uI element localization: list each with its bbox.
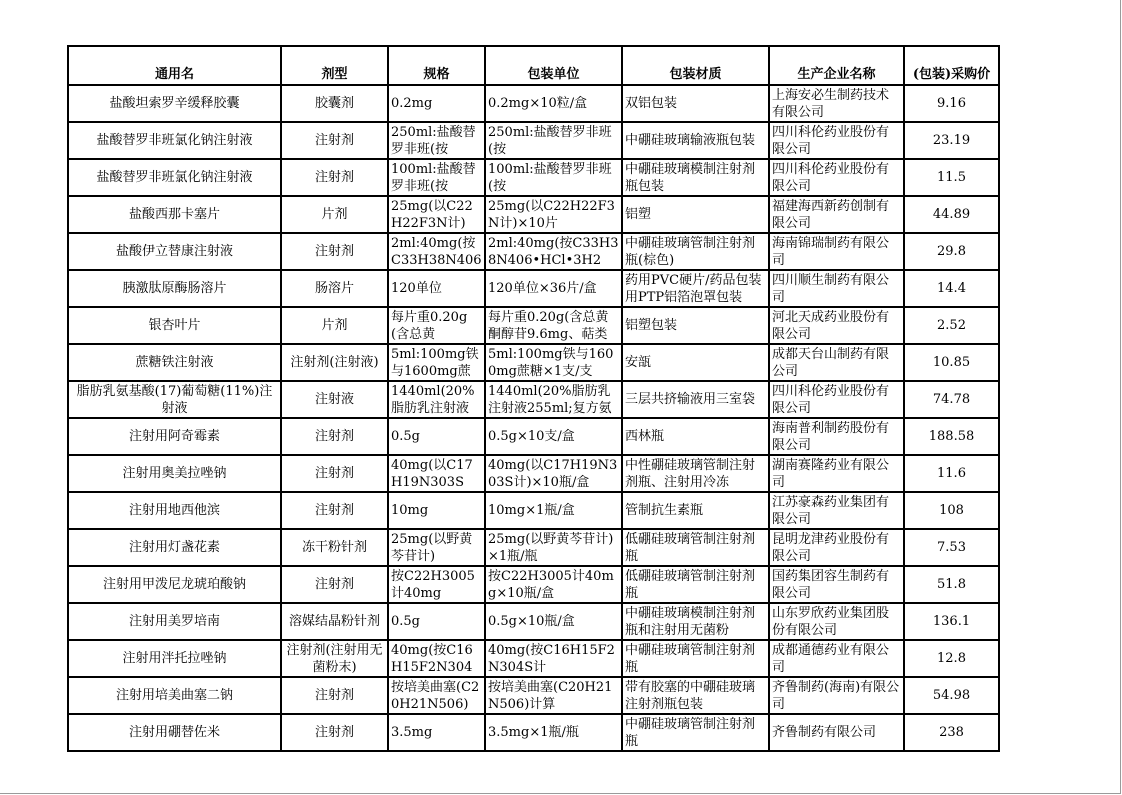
cell-manufacturer-text: 上海安必生制药技术有限公司 — [772, 87, 890, 120]
cell-unit-text: 0.5g×10瓶/盒 — [488, 614, 575, 629]
cell-name — [68, 307, 281, 344]
cell-material-text: 双铝包装 — [625, 96, 678, 111]
cell-form-text: 溶媒结晶粉针剂 — [288, 614, 380, 629]
cell-spec-text: 25mg(以野黄芩苷计) — [391, 531, 473, 564]
cell-manufacturer-text: 成都通德药业有限公司 — [772, 642, 890, 675]
cell-price-text: 23.19 — [932, 133, 971, 148]
cell-price — [904, 455, 999, 492]
cell-spec-text: 1440ml(20%脂肪乳注射液 — [391, 383, 475, 416]
cell-price-text: 108 — [939, 503, 964, 518]
cell-spec — [388, 529, 485, 566]
table-row — [68, 455, 999, 492]
cell-manufacturer-text: 四川顺生制药有限公司 — [772, 272, 890, 305]
table-row — [68, 344, 999, 381]
cell-unit-text: 40mg(按C16H15F2N304S计 — [488, 642, 615, 675]
table-row — [68, 603, 999, 640]
cell-form-text: 注射剂 — [314, 429, 354, 444]
cell-material — [622, 270, 769, 307]
cell-price-text: 238 — [939, 725, 964, 740]
cell-material — [622, 566, 769, 603]
cell-unit-text: 每片重0.20g(含总黄酮醇苷9.6mg、萜类 — [488, 309, 609, 342]
cell-spec-text: 2ml:40mg(按C33H38N406 — [391, 235, 482, 268]
cell-form-text: 胶囊剂 — [314, 96, 354, 111]
cell-unit — [485, 418, 622, 455]
cell-spec — [388, 344, 485, 381]
table-row — [68, 418, 999, 455]
cell-unit-text: 40mg(以C17H19N303S计)×10瓶/盒 — [488, 457, 618, 490]
cell-unit — [485, 455, 622, 492]
cell-price — [904, 344, 999, 381]
cell-form — [281, 640, 388, 677]
cell-unit-text: 25mg(以野黄芩苷计)×1瓶/瓶 — [488, 531, 614, 564]
cell-unit — [485, 529, 622, 566]
cell-name — [68, 455, 281, 492]
cell-spec — [388, 381, 485, 418]
cell-material — [622, 196, 769, 233]
cell-price — [904, 640, 999, 677]
cell-price-text: 2.52 — [937, 318, 966, 333]
cell-price — [904, 381, 999, 418]
cell-material — [622, 677, 769, 714]
cell-form — [281, 85, 388, 122]
cell-unit — [485, 603, 622, 640]
cell-form-text: 片剂 — [321, 318, 348, 333]
cell-name — [68, 566, 281, 603]
cell-form-text: 注射剂 — [314, 170, 354, 185]
cell-name — [68, 159, 281, 196]
cell-price-text: 14.4 — [937, 281, 966, 296]
cell-name — [68, 344, 281, 381]
cell-material-text: 中性硼硅玻璃管制注射剂瓶、注射用冷冻 — [625, 457, 756, 490]
cell-price — [904, 566, 999, 603]
cell-form — [281, 381, 388, 418]
cell-manufacturer — [769, 344, 904, 381]
cell-manufacturer — [769, 159, 904, 196]
cell-name — [68, 122, 281, 159]
cell-name-text: 注射用灯盏花素 — [128, 540, 220, 555]
cell-manufacturer-text: 国药集团容生制药有限公司 — [772, 568, 890, 601]
cell-spec — [388, 85, 485, 122]
cell-manufacturer-text: 河北天成药业股份有限公司 — [772, 309, 890, 342]
cell-form — [281, 344, 388, 381]
cell-material — [622, 122, 769, 159]
cell-manufacturer — [769, 122, 904, 159]
cell-price — [904, 529, 999, 566]
cell-spec-text: 120单位 — [391, 281, 442, 296]
cell-name-text: 盐酸替罗非班氯化钠注射液 — [96, 133, 253, 148]
cell-spec — [388, 418, 485, 455]
cell-manufacturer — [769, 603, 904, 640]
cell-form-text: 注射剂 — [314, 466, 354, 481]
cell-name — [68, 418, 281, 455]
cell-material-text: 安瓿 — [625, 355, 652, 370]
cell-unit-text: 0.2mg×10粒/盒 — [488, 96, 588, 111]
cell-manufacturer-text: 四川科伦药业股份有限公司 — [772, 161, 890, 194]
cell-spec — [388, 492, 485, 529]
cell-spec — [388, 714, 485, 751]
cell-name-text: 注射用奥美拉唑钠 — [122, 466, 227, 481]
cell-unit — [485, 714, 622, 751]
cell-manufacturer — [769, 714, 904, 751]
cell-price — [904, 270, 999, 307]
cell-name-text: 银杏叶片 — [148, 318, 201, 333]
cell-manufacturer-text: 成都天台山制药有限公司 — [772, 346, 890, 379]
cell-manufacturer — [769, 85, 904, 122]
cell-manufacturer — [769, 677, 904, 714]
header-spec: 规格 — [388, 46, 485, 85]
cell-form-text: 注射剂(注射用无菌粉末) — [286, 642, 383, 675]
cell-price-text: 29.8 — [937, 244, 966, 259]
cell-name — [68, 270, 281, 307]
cell-name-text: 盐酸西那卡塞片 — [128, 207, 220, 222]
cell-material-text: 药用PVC硬片/药品包装用PTP铝箔泡罩包装 — [625, 272, 762, 305]
cell-unit-text: 按培美曲塞(C20H21N506)计算 — [488, 679, 613, 712]
cell-form — [281, 492, 388, 529]
cell-manufacturer-text: 四川科伦药业股份有限公司 — [772, 383, 890, 416]
cell-form-text: 注射剂 — [314, 688, 354, 703]
cell-name — [68, 381, 281, 418]
cell-unit-text: 0.5g×10支/盒 — [488, 429, 575, 444]
cell-material-text: 低硼硅玻璃管制注射剂瓶 — [625, 568, 756, 601]
cell-unit-text: 2ml:40mg(按C33H38N406•HCl•3H2 — [488, 235, 619, 268]
cell-manufacturer — [769, 418, 904, 455]
cell-spec — [388, 566, 485, 603]
cell-name-text: 注射用甲泼尼龙琥珀酸钠 — [102, 577, 246, 592]
cell-price-text: 10.85 — [932, 355, 971, 370]
table-row — [68, 381, 999, 418]
cell-spec-text: 250ml:盐酸替罗非班(按 — [391, 124, 476, 157]
cell-unit-text: 25mg(以C22H22F3N计)×10片 — [488, 198, 615, 231]
cell-price-text: 44.89 — [932, 207, 971, 222]
cell-spec-text: 5ml:100mg铁与1600mg蔗 — [391, 346, 479, 379]
header-material: 包装材质 — [622, 46, 769, 85]
cell-unit-text: 250ml:盐酸替罗非班(按 — [488, 124, 612, 157]
cell-unit — [485, 492, 622, 529]
cell-price-text: 12.8 — [937, 651, 966, 666]
cell-price — [904, 677, 999, 714]
cell-material-text: 中硼硅玻璃模制注射剂瓶和注射用无菌粉 — [625, 605, 756, 638]
table-row — [68, 566, 999, 603]
cell-material-text: 中硼硅玻璃管制注射剂瓶 — [625, 642, 756, 675]
cell-name — [68, 492, 281, 529]
cell-spec — [388, 196, 485, 233]
cell-name — [68, 640, 281, 677]
cell-material — [622, 492, 769, 529]
cell-material — [622, 640, 769, 677]
cell-manufacturer-text: 海南锦瑞制药有限公司 — [772, 235, 890, 268]
cell-form-text: 注射剂 — [314, 244, 354, 259]
cell-price-text: 54.98 — [932, 688, 971, 703]
cell-material-text: 中硼硅玻璃管制注射剂瓶(棕色) — [625, 235, 756, 268]
table-row — [68, 196, 999, 233]
cell-name-text: 注射用阿奇霉素 — [128, 429, 220, 444]
cell-manufacturer — [769, 381, 904, 418]
cell-manufacturer — [769, 492, 904, 529]
cell-form — [281, 270, 388, 307]
cell-unit-text: 100ml:盐酸替罗非班(按 — [488, 161, 612, 194]
cell-manufacturer-text: 福建海西新药创制有限公司 — [772, 198, 890, 231]
cell-price — [904, 418, 999, 455]
cell-price — [904, 122, 999, 159]
cell-price — [904, 159, 999, 196]
cell-material — [622, 85, 769, 122]
cell-spec — [388, 233, 485, 270]
cell-form-text: 注射剂 — [314, 133, 354, 148]
cell-spec — [388, 677, 485, 714]
cell-price — [904, 603, 999, 640]
cell-name-text: 注射用硼替佐米 — [128, 725, 220, 740]
cell-name — [68, 714, 281, 751]
cell-price — [904, 233, 999, 270]
cell-unit-text: 5ml:100mg铁与1600mg蔗糖×1支/支 — [488, 346, 614, 379]
cell-name-text: 蔗糖铁注射液 — [135, 355, 214, 370]
cell-name-text: 盐酸坦索罗辛缓释胶囊 — [109, 96, 240, 111]
cell-spec — [388, 159, 485, 196]
cell-unit — [485, 270, 622, 307]
cell-form-text: 注射液 — [314, 392, 354, 407]
cell-manufacturer — [769, 196, 904, 233]
cell-manufacturer-text: 江苏豪森药业集团有限公司 — [772, 494, 890, 527]
cell-manufacturer-text: 海南普利制药股份有限公司 — [772, 420, 890, 453]
cell-spec-text: 100ml:盐酸替罗非班(按 — [391, 161, 476, 194]
cell-material-text: 铝塑包装 — [625, 318, 678, 333]
cell-form — [281, 603, 388, 640]
cell-material — [622, 455, 769, 492]
cell-form — [281, 418, 388, 455]
cell-name-text: 注射用地西他滨 — [128, 503, 220, 518]
cell-material-text: 中硼硅玻璃输液瓶包装 — [625, 133, 756, 148]
cell-spec — [388, 603, 485, 640]
cell-spec-text: 0.5g — [391, 429, 420, 444]
cell-spec-text: 0.2mg — [391, 96, 433, 111]
cell-material — [622, 529, 769, 566]
cell-unit — [485, 196, 622, 233]
cell-unit — [485, 344, 622, 381]
cell-manufacturer — [769, 640, 904, 677]
cell-spec-text: 40mg(以C17H19N303S — [391, 457, 473, 490]
cell-unit-text: 按C22H3005计40mg×10瓶/盒 — [488, 568, 614, 601]
cell-spec-text: 10mg — [391, 503, 429, 518]
cell-material — [622, 344, 769, 381]
cell-material-text: 铝塑 — [625, 207, 652, 222]
cell-spec-text: 40mg(按C16H15F2N304 — [391, 642, 473, 675]
cell-spec — [388, 270, 485, 307]
cell-unit — [485, 233, 622, 270]
cell-form-text: 注射剂(注射液) — [290, 355, 379, 370]
table-row — [68, 85, 999, 122]
cell-spec-text: 0.5g — [391, 614, 420, 629]
cell-form-text: 肠溶片 — [314, 281, 354, 296]
header-name: 通用名 — [68, 46, 281, 85]
cell-price — [904, 196, 999, 233]
cell-price-text: 74.78 — [932, 392, 971, 407]
cell-spec-text: 25mg(以C22H22F3N计) — [391, 198, 473, 231]
cell-price-text: 11.5 — [937, 170, 966, 185]
cell-form-text: 注射剂 — [314, 725, 354, 740]
cell-material-text: 中硼硅玻璃模制注射剂瓶包装 — [625, 161, 756, 194]
cell-unit-text: 1440ml(20%脂肪乳注射液255ml;复方氨 — [488, 383, 612, 416]
cell-material-text: 带有胶塞的中硼硅玻璃注射剂瓶包装 — [625, 679, 756, 712]
cell-price-text: 188.58 — [928, 429, 975, 444]
cell-unit-text: 3.5mg×1瓶/瓶 — [488, 725, 579, 740]
cell-material-text: 低硼硅玻璃管制注射剂瓶 — [625, 531, 756, 564]
cell-unit — [485, 122, 622, 159]
cell-price-text: 11.6 — [937, 466, 966, 481]
table-row — [68, 159, 999, 196]
cell-material — [622, 381, 769, 418]
table-row — [68, 233, 999, 270]
cell-spec-text: 每片重0.20g(含总黄 — [391, 309, 468, 342]
cell-manufacturer-text: 湖南赛隆药业有限公司 — [772, 457, 890, 490]
cell-manufacturer-text: 山东罗欣药业集团股份有限公司 — [772, 605, 890, 638]
cell-form — [281, 122, 388, 159]
cell-form — [281, 455, 388, 492]
cell-manufacturer — [769, 566, 904, 603]
cell-name-text: 注射用美罗培南 — [128, 614, 220, 629]
cell-material-text: 西林瓶 — [625, 429, 665, 444]
cell-unit — [485, 85, 622, 122]
cell-price — [904, 307, 999, 344]
header-row — [68, 46, 999, 85]
cell-unit — [485, 159, 622, 196]
cell-unit — [485, 566, 622, 603]
cell-name — [68, 529, 281, 566]
cell-manufacturer-text: 四川科伦药业股份有限公司 — [772, 124, 890, 157]
cell-price-text: 136.1 — [932, 614, 971, 629]
cell-unit-text: 10mg×1瓶/盒 — [488, 503, 575, 518]
cell-form-text: 冻干粉针剂 — [301, 540, 367, 555]
cell-material-text: 管制抗生素瓶 — [625, 503, 704, 518]
cell-name-text: 注射用泮托拉唑钠 — [122, 651, 227, 666]
cell-manufacturer — [769, 270, 904, 307]
cell-material — [622, 307, 769, 344]
cell-material — [622, 159, 769, 196]
cell-manufacturer-text: 昆明龙津药业股份有限公司 — [772, 531, 890, 564]
cell-unit-text: 120单位×36片/盒 — [488, 281, 597, 296]
cell-name — [68, 196, 281, 233]
cell-manufacturer — [769, 529, 904, 566]
cell-price — [904, 85, 999, 122]
cell-form — [281, 233, 388, 270]
cell-unit — [485, 640, 622, 677]
cell-material — [622, 418, 769, 455]
cell-name-text: 盐酸替罗非班氯化钠注射液 — [96, 170, 253, 185]
table-row — [68, 677, 999, 714]
table-row — [68, 122, 999, 159]
header-manufacturer: 生产企业名称 — [769, 46, 904, 85]
table-row — [68, 714, 999, 751]
cell-manufacturer-text: 齐鲁制药有限公司 — [772, 725, 877, 740]
cell-price — [904, 492, 999, 529]
cell-spec — [388, 307, 485, 344]
cell-material — [622, 603, 769, 640]
cell-form-text: 片剂 — [321, 207, 348, 222]
header-form: 剂型 — [281, 46, 388, 85]
header-unit: 包装单位 — [485, 46, 622, 85]
cell-form — [281, 196, 388, 233]
cell-name — [68, 233, 281, 270]
cell-form — [281, 677, 388, 714]
cell-form — [281, 714, 388, 751]
cell-spec-text: 按培美曲塞(C20H21N506) — [391, 679, 480, 712]
cell-name — [68, 677, 281, 714]
cell-form-text: 注射剂 — [314, 577, 354, 592]
cell-material-text: 三层共挤输液用三室袋 — [625, 392, 756, 407]
cell-form — [281, 566, 388, 603]
table-row — [68, 307, 999, 344]
cell-price-text: 7.53 — [937, 540, 966, 555]
cell-manufacturer-text: 齐鲁制药(海南)有限公司 — [772, 679, 900, 712]
header-price: (包装)采购价 — [904, 46, 999, 85]
cell-unit — [485, 381, 622, 418]
cell-material — [622, 714, 769, 751]
table-row — [68, 492, 999, 529]
cell-unit — [485, 677, 622, 714]
cell-name-text: 胰激肽原酶肠溶片 — [122, 281, 227, 296]
table-body — [68, 85, 999, 751]
cell-form — [281, 529, 388, 566]
cell-price — [904, 714, 999, 751]
cell-manufacturer — [769, 233, 904, 270]
cell-spec — [388, 455, 485, 492]
procurement-price-table — [67, 45, 1000, 752]
table-row — [68, 640, 999, 677]
cell-manufacturer — [769, 307, 904, 344]
cell-name-text: 脂肪乳氨基酸(17)葡萄糖(11%)注射液 — [76, 383, 273, 416]
cell-name-text: 盐酸伊立替康注射液 — [115, 244, 233, 259]
cell-spec-text: 3.5mg — [391, 725, 433, 740]
cell-form-text: 注射剂 — [314, 503, 354, 518]
cell-name — [68, 85, 281, 122]
cell-form — [281, 159, 388, 196]
cell-material-text: 中硼硅玻璃管制注射剂瓶 — [625, 716, 756, 749]
cell-price-text: 9.16 — [937, 96, 966, 111]
cell-spec — [388, 640, 485, 677]
cell-unit — [485, 307, 622, 344]
cell-spec — [388, 122, 485, 159]
table-row — [68, 529, 999, 566]
table-row — [68, 270, 999, 307]
cell-spec-text: 按C22H3005计40mg — [391, 568, 475, 601]
cell-name-text: 注射用培美曲塞二钠 — [115, 688, 233, 703]
cell-material — [622, 233, 769, 270]
cell-name — [68, 603, 281, 640]
cell-form — [281, 307, 388, 344]
cell-manufacturer — [769, 455, 904, 492]
cell-price-text: 51.8 — [937, 577, 966, 592]
